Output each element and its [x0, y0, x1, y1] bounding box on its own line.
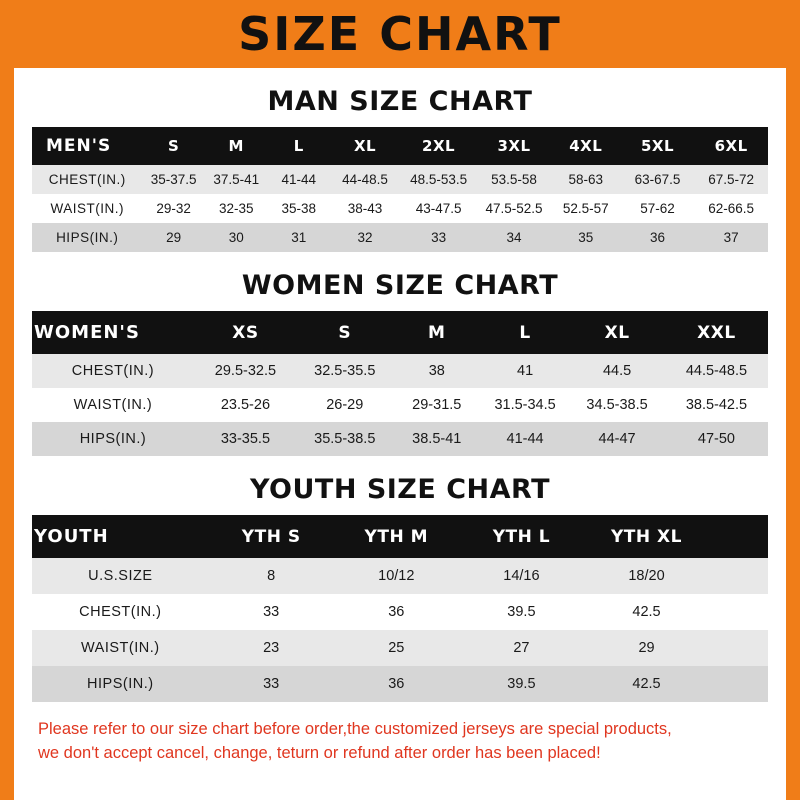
- row-label: CHEST(IN.): [32, 354, 194, 388]
- table-row: [32, 165, 768, 194]
- row-label: HIPS(IN.): [32, 223, 142, 252]
- table-row: [32, 630, 768, 666]
- table-row: [32, 223, 768, 252]
- cell: 47.5-52.5: [477, 194, 551, 223]
- row-label: WAIST(IN.): [32, 194, 142, 223]
- cell: 58-63: [551, 165, 621, 194]
- page-title: SIZE CHART: [238, 7, 562, 61]
- column-header: L: [481, 311, 569, 354]
- cell: 44.5: [569, 354, 665, 388]
- cell: 35.5-38.5: [297, 422, 393, 456]
- table-header-row: [32, 515, 768, 558]
- women-header-label: WOMEN'S: [32, 311, 194, 354]
- cell-spacer: [709, 558, 768, 594]
- cell: 32.5-35.5: [297, 354, 393, 388]
- cell: 41-44: [268, 165, 331, 194]
- cell: 31: [268, 223, 331, 252]
- table-row: [32, 594, 768, 630]
- cell: 30: [205, 223, 268, 252]
- men-section-title: MAN SIZE CHART: [267, 86, 533, 117]
- women-section-title: WOMEN SIZE CHART: [241, 270, 559, 301]
- cell-spacer: [709, 630, 768, 666]
- cell: 63-67.5: [621, 165, 695, 194]
- table-row: [32, 354, 768, 388]
- youth-size-table: [32, 515, 768, 702]
- cell: 14/16: [459, 558, 584, 594]
- cell: 26-29: [297, 388, 393, 422]
- cell: 57-62: [621, 194, 695, 223]
- row-label: WAIST(IN.): [32, 630, 209, 666]
- cell: 33: [400, 223, 477, 252]
- row-label: WAIST(IN.): [32, 388, 194, 422]
- cell: 52.5-57: [551, 194, 621, 223]
- cell: 29.5-32.5: [194, 354, 297, 388]
- table-row: [32, 388, 768, 422]
- column-header: YTH S: [209, 515, 334, 558]
- column-header: YTH L: [459, 515, 584, 558]
- column-header: XXL: [665, 311, 768, 354]
- cell: 29-32: [142, 194, 205, 223]
- youth-section-title: YOUTH SIZE CHART: [249, 474, 551, 505]
- cell: 29: [142, 223, 205, 252]
- cell: 38: [393, 354, 481, 388]
- cell: 42.5: [584, 594, 709, 630]
- cell: 33: [209, 666, 334, 702]
- table-row: [32, 558, 768, 594]
- cell: 53.5-58: [477, 165, 551, 194]
- cell: 8: [209, 558, 334, 594]
- cell: 36: [334, 666, 459, 702]
- column-header: 2XL: [400, 127, 477, 165]
- cell: 35-37.5: [142, 165, 205, 194]
- cell: 33-35.5: [194, 422, 297, 456]
- cell: 44-48.5: [330, 165, 400, 194]
- table-header-row: [32, 127, 768, 165]
- column-header: S: [297, 311, 393, 354]
- cell: 34.5-38.5: [569, 388, 665, 422]
- table-row: [32, 666, 768, 702]
- cell: 38-43: [330, 194, 400, 223]
- cell: 39.5: [459, 666, 584, 702]
- cell: 34: [477, 223, 551, 252]
- column-header: XS: [194, 311, 297, 354]
- cell: 36: [621, 223, 695, 252]
- row-label: CHEST(IN.): [32, 165, 142, 194]
- cell: 43-47.5: [400, 194, 477, 223]
- column-header: M: [393, 311, 481, 354]
- cell: 23: [209, 630, 334, 666]
- youth-header-label: YOUTH: [32, 515, 209, 558]
- column-header: XL: [569, 311, 665, 354]
- column-header: YTH XL: [584, 515, 709, 558]
- cell: 35-38: [268, 194, 331, 223]
- cell-spacer: [709, 666, 768, 702]
- cell: 23.5-26: [194, 388, 297, 422]
- footer-line-2: we don't accept cancel, change, teturn or refund after order has been placed!: [38, 743, 601, 762]
- table-row: [32, 422, 768, 456]
- footer-note: [32, 718, 768, 774]
- cell: 48.5-53.5: [400, 165, 477, 194]
- cell: 27: [459, 630, 584, 666]
- cell: 38.5-42.5: [665, 388, 768, 422]
- cell: 44-47: [569, 422, 665, 456]
- cell: 38.5-41: [393, 422, 481, 456]
- cell: 62-66.5: [694, 194, 768, 223]
- row-label: CHEST(IN.): [32, 594, 209, 630]
- cell: 41-44: [481, 422, 569, 456]
- cell: 33: [209, 594, 334, 630]
- cell-spacer: [709, 594, 768, 630]
- header-banner: [0, 0, 800, 68]
- row-label: HIPS(IN.): [32, 422, 194, 456]
- cell: 47-50: [665, 422, 768, 456]
- column-header: L: [268, 127, 331, 165]
- column-header: 6XL: [694, 127, 768, 165]
- cell: 31.5-34.5: [481, 388, 569, 422]
- cell: 44.5-48.5: [665, 354, 768, 388]
- table-row: [32, 194, 768, 223]
- table-header-row: [32, 311, 768, 354]
- cell: 10/12: [334, 558, 459, 594]
- cell: 67.5-72: [694, 165, 768, 194]
- cell: 37.5-41: [205, 165, 268, 194]
- column-header: S: [142, 127, 205, 165]
- row-label: U.S.SIZE: [32, 558, 209, 594]
- cell: 42.5: [584, 666, 709, 702]
- cell: 32-35: [205, 194, 268, 223]
- cell: 29-31.5: [393, 388, 481, 422]
- column-header: 4XL: [551, 127, 621, 165]
- footer-line-1: Please refer to our size chart before order,the customized jerseys are special products,: [38, 720, 672, 738]
- men-header-label: MEN'S: [32, 127, 142, 165]
- column-header: 5XL: [621, 127, 695, 165]
- cell: 37: [694, 223, 768, 252]
- cell: 29: [584, 630, 709, 666]
- cell: 41: [481, 354, 569, 388]
- men-size-table: [32, 127, 768, 252]
- cell: 36: [334, 594, 459, 630]
- cell: 18/20: [584, 558, 709, 594]
- cell: 35: [551, 223, 621, 252]
- column-header: YTH M: [334, 515, 459, 558]
- column-header-spacer: [709, 515, 768, 558]
- women-size-table: [32, 311, 768, 456]
- cell: 32: [330, 223, 400, 252]
- column-header: 3XL: [477, 127, 551, 165]
- chart-content: [14, 86, 786, 774]
- column-header: XL: [330, 127, 400, 165]
- column-header: M: [205, 127, 268, 165]
- cell: 25: [334, 630, 459, 666]
- cell: 39.5: [459, 594, 584, 630]
- row-label: HIPS(IN.): [32, 666, 209, 702]
